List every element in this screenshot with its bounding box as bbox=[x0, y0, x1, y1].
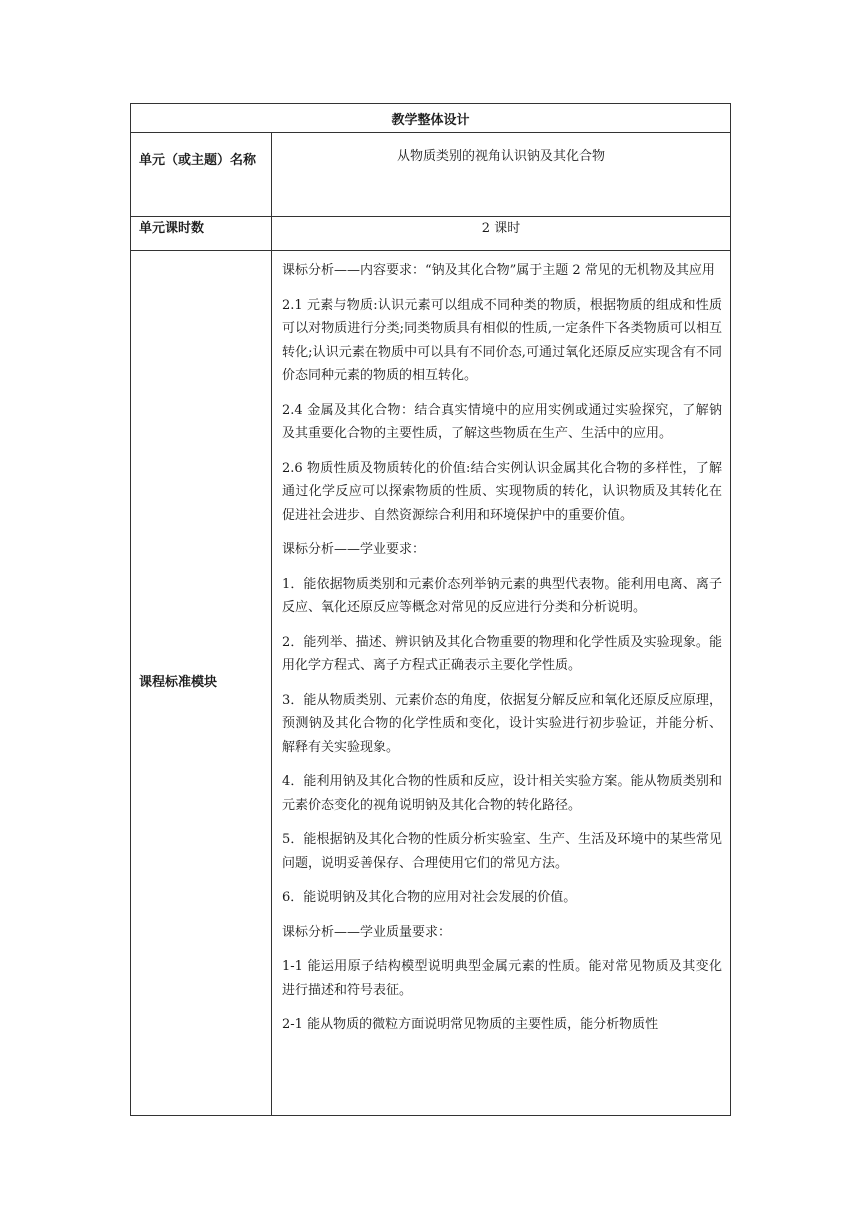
paragraph: 1-1 能运用原子结构模型说明典型金属元素的性质。能对常见物质及其变化进行描述和符号表征。 bbox=[282, 959, 723, 998]
paragraph: 5．能根据钠及其化合物的性质分析实验室、生产、生活及环境中的某些常见问题，说明妥善保存、合理使用它们的常见方法。 bbox=[282, 832, 723, 871]
paragraph: 课标分析——内容要求：“钠及其化合物”属于主题 2 常见的无机物及其应用 bbox=[282, 263, 715, 278]
teaching-design-table bbox=[130, 103, 731, 1116]
standard-row bbox=[131, 251, 731, 1116]
unit-label: 单元（或主题）名称 bbox=[131, 133, 272, 217]
paragraph: 1．能依据物质类别和元素价态列举钠元素的典型代表物。能利用电离、离子反应、氧化还原反应等概念对常见的反应进行分类和分析说明。 bbox=[282, 576, 723, 615]
hours-label: 单元课时数 bbox=[131, 217, 272, 251]
paragraph: 3．能从物质类别、元素价态的角度，依据复分解反应和氧化还原反应原理，预测钠及其化合物的化学性质和变化，设计实验进行初步验证，并能分析、解释有关实验现象。 bbox=[282, 692, 723, 755]
paragraph: 课标分析——学业要求： bbox=[282, 542, 426, 557]
paragraph: 2-1 能从物质的微粒方面说明常见物质的主要性质，能分析物质性 bbox=[282, 1017, 659, 1032]
unit-value: 从物质类别的视角认识钠及其化合物 bbox=[272, 133, 731, 217]
title-row bbox=[131, 104, 731, 133]
paragraph: 课标分析——学业质量要求： bbox=[282, 924, 452, 940]
hours-value: 2 课时 bbox=[272, 217, 731, 251]
paragraph: 4．能利用钠及其化合物的性质和反应，设计相关实验方案。能从物质类别和元素价态变化的视角说明钠及其化合物的转化路径。 bbox=[282, 774, 723, 813]
hours-row bbox=[131, 217, 731, 251]
paragraph: 2.6 物质性质及物质转化的价值:结合实例认识金属其化合物的多样性，了解通过化学反应可以探索物质的性质、实现物质的转化，认识物质及其转化在促进社会进步、自然资源综合利用和环境保护中的重要价值。 bbox=[282, 460, 723, 523]
standard-label: 课程标准模块 bbox=[131, 251, 272, 1116]
table-title: 教学整体设计 bbox=[131, 104, 731, 133]
paragraph: 6．能说明钠及其化合物的应用对社会发展的价值。 bbox=[282, 890, 577, 905]
paragraph: 2.1 元素与物质:认识元素可以组成不同种类的物质，根据物质的组成和性质可以对物质进行分类;同类物质具有相似的性质,一定条件下各类物质可以相互转化;认识元素在物质中可以具有不同价态,可通过氧化还原反应实现含有不同价态同种元素的物质的相互转化。 bbox=[282, 297, 723, 383]
standard-content bbox=[272, 251, 731, 1116]
paragraph: 2.4 金属及其化合物：结合真实情境中的应用实例或通过实验探究，了解钠及其重要化合物的主要性质，了解这些物质在生产、生活中的应用。 bbox=[282, 402, 723, 441]
unit-row bbox=[131, 133, 731, 217]
paragraph: 2．能列举、描述、辨识钠及其化合物重要的物理和化学性质及实验现象。能用化学方程式、离子方程式正确表示主要化学性质。 bbox=[282, 634, 723, 673]
